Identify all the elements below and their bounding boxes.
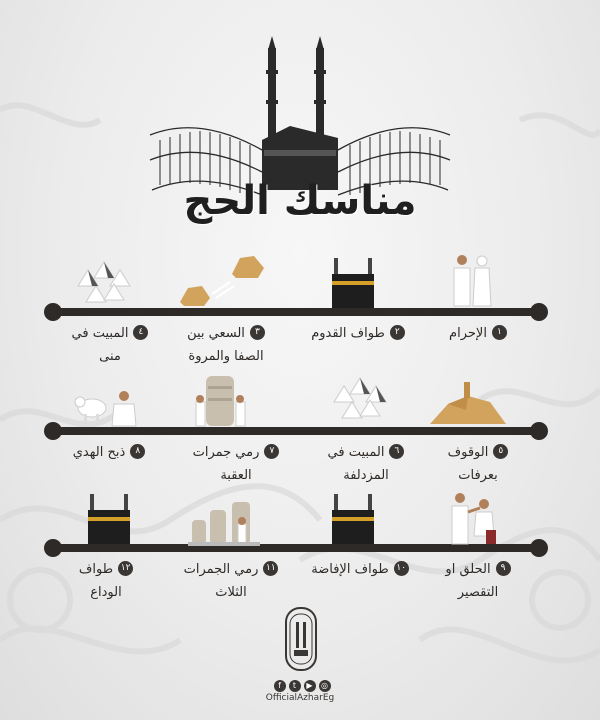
step-10-label: طواف الإفاضة	[311, 562, 389, 577]
sacrifice-sheep-icon	[72, 388, 140, 428]
step-1-number: ١	[492, 325, 507, 340]
step-7-label: رمي جمرات العقبة	[192, 445, 260, 483]
step-4	[70, 322, 150, 368]
timeline-row-3-end-right	[530, 539, 548, 557]
kaaba-ifadah-icon	[330, 490, 376, 546]
step-9	[438, 558, 518, 604]
step-7-number: ٧	[264, 444, 279, 459]
pilgrims-ihram-icon	[448, 252, 498, 308]
mina-tents-icon	[68, 256, 134, 308]
instagram-icon[interactable]: ◎	[319, 680, 331, 692]
step-7	[186, 441, 286, 487]
timeline-row-1	[50, 308, 545, 316]
step-11-number: ١١	[263, 561, 278, 576]
azhar-logo	[284, 606, 318, 672]
step-1-label: الإحرام	[449, 326, 487, 341]
step-3-label: السعي بين الصفا والمروة	[187, 326, 264, 364]
step-12-number: ١٢	[118, 561, 133, 576]
step-9-number: ٩	[496, 561, 511, 576]
timeline-row-1-end-left	[44, 303, 62, 321]
step-2-number: ٢	[390, 325, 405, 340]
step-5	[438, 441, 518, 487]
timeline-row-2	[50, 427, 545, 435]
kaaba-icon	[330, 254, 376, 310]
step-10	[300, 558, 420, 581]
youtube-icon[interactable]: ▶	[304, 680, 316, 692]
twitter-icon[interactable]: t	[289, 680, 301, 692]
step-6-label: المبيت في المزدلفة	[327, 445, 389, 483]
haircut-shaving-icon	[446, 490, 502, 546]
muzdalifah-tents-icon	[324, 372, 390, 424]
step-12	[66, 558, 146, 604]
step-2-label: طواف القدوم	[311, 326, 385, 341]
timeline-row-2-end-left	[44, 422, 62, 440]
step-3-number: ٣	[250, 325, 265, 340]
step-11	[176, 558, 286, 604]
step-4-number: ٤	[133, 325, 148, 340]
social-links	[267, 680, 337, 694]
step-6	[316, 441, 416, 487]
step-6-number: ٦	[389, 444, 404, 459]
step-1	[418, 322, 538, 345]
jamarat-aqabah-icon	[194, 372, 248, 428]
step-5-number: ٥	[493, 444, 508, 459]
step-5-label: الوقوف بعرفات	[447, 445, 498, 483]
step-8	[54, 441, 164, 464]
step-8-label: ذبح الهدي	[72, 445, 126, 460]
three-jamarat-icon	[188, 498, 260, 546]
facebook-icon[interactable]: f	[274, 680, 286, 692]
step-11-label: رمي الجمرات الثلاث	[183, 562, 259, 600]
timeline-row-3-end-left	[44, 539, 62, 557]
social-handle: OfficialAzharEg	[265, 693, 335, 703]
arafat-mountain-icon	[428, 376, 508, 426]
page-title: مناسك الحج	[183, 178, 417, 224]
step-12-label: طواف الوداع	[78, 562, 122, 600]
step-8-number: ٨	[130, 444, 145, 459]
step-2	[298, 322, 418, 345]
step-3	[176, 322, 276, 368]
step-9-label: الحلق او التقصير	[445, 562, 499, 600]
timeline-row-2-end-right	[530, 422, 548, 440]
step-4-label: المبيت في منى	[71, 326, 129, 364]
timeline-row-1-end-right	[530, 303, 548, 321]
step-10-number: ١٠	[394, 561, 409, 576]
safa-marwa-rocks-icon	[176, 252, 266, 308]
kaaba-farewell-icon	[86, 490, 132, 546]
